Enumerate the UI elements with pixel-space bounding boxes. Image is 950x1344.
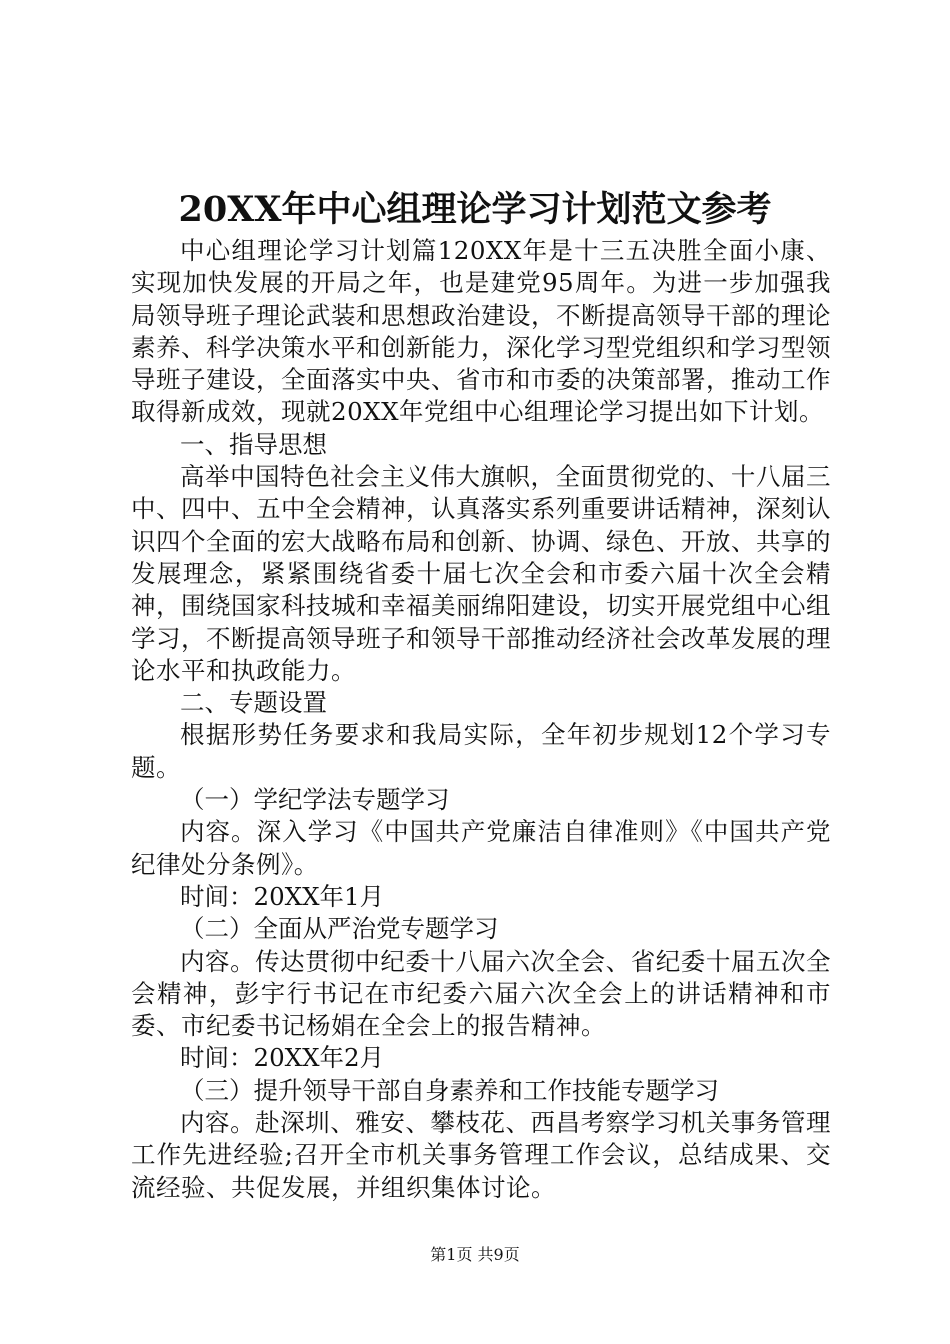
topic-1-content: 内容。深入学习《中国共产党廉洁自律准则》《中国共产党纪律处分条例》。 — [131, 817, 831, 879]
topic-3-content: 内容。赴深圳、雅安、攀枝花、西昌考察学习机关事务管理工作先进经验;召开全市机关事务管理工作会议，总结成果、交流经验、共促发展，并组织集体讨论。 — [131, 1108, 831, 1202]
document-title: 20XX年中心组理论学习计划范文参考 — [178, 189, 772, 230]
topics-paragraph: 根据形势任务要求和我局实际，全年初步规划12个学习专题。 — [131, 720, 831, 782]
topic-2-content: 内容。传达贯彻中纪委十八届六次全会、省纪委十届五次全会精神，彭宇行书记在市纪委六届六次全会上的讲话精神和市委、市纪委书记杨娟在全会上的报告精神。 — [131, 946, 831, 1041]
section-heading-topics: 二、专题设置 — [180, 688, 327, 718]
topic-3-heading: （三）提升领导干部自身素养和工作技能专题学习 — [180, 1075, 719, 1105]
section-heading-guiding-thought: 一、指导思想 — [180, 429, 327, 459]
topic-1-heading: （一）学纪学法专题学习 — [180, 785, 450, 815]
guiding-thought-paragraph: 高举中国特色社会主义伟大旗帜，全面贯彻党的、十八届三中、四中、五中全会精神，认真落实系列重要讲话精神，深刻认识四个全面的宏大战略布局和创新、协调、绿色、开放、共享的发展理念，紧紧围绕省委十届七次全会和市委六届十次全会精神，围绕国家科技城和幸福美丽绵阳建设，切实开展党组中心组学习，不断提高领导班子和领导干部推动经济社会改革发展的理论水平和执政能力。 — [131, 462, 831, 685]
intro-paragraph: 中心组理论学习计划篇120XX年是十三五决胜全面小康、实现加快发展的开局之年，也是建党95周年。为进一步加强我局领导班子理论武装和思想政治建设，不断提高领导干部的理论素养、科学决策水平和创新能力，深化学习型党组织和学习型领导班子建设，全面落实中央、省市和市委的决策部署，推动工作取得新成效，现就20XX年党组中心组理论学习提出如下计划。 — [131, 236, 831, 427]
page-footer: 第1页 共9页 — [430, 1245, 520, 1264]
topic-1-time: 时间：20XX年1月 — [180, 881, 385, 911]
document-body — [131, 235, 831, 1204]
topic-2-time: 时间：20XX年2月 — [180, 1043, 385, 1073]
topic-2-heading: （二）全面从严治党专题学习 — [180, 914, 499, 944]
